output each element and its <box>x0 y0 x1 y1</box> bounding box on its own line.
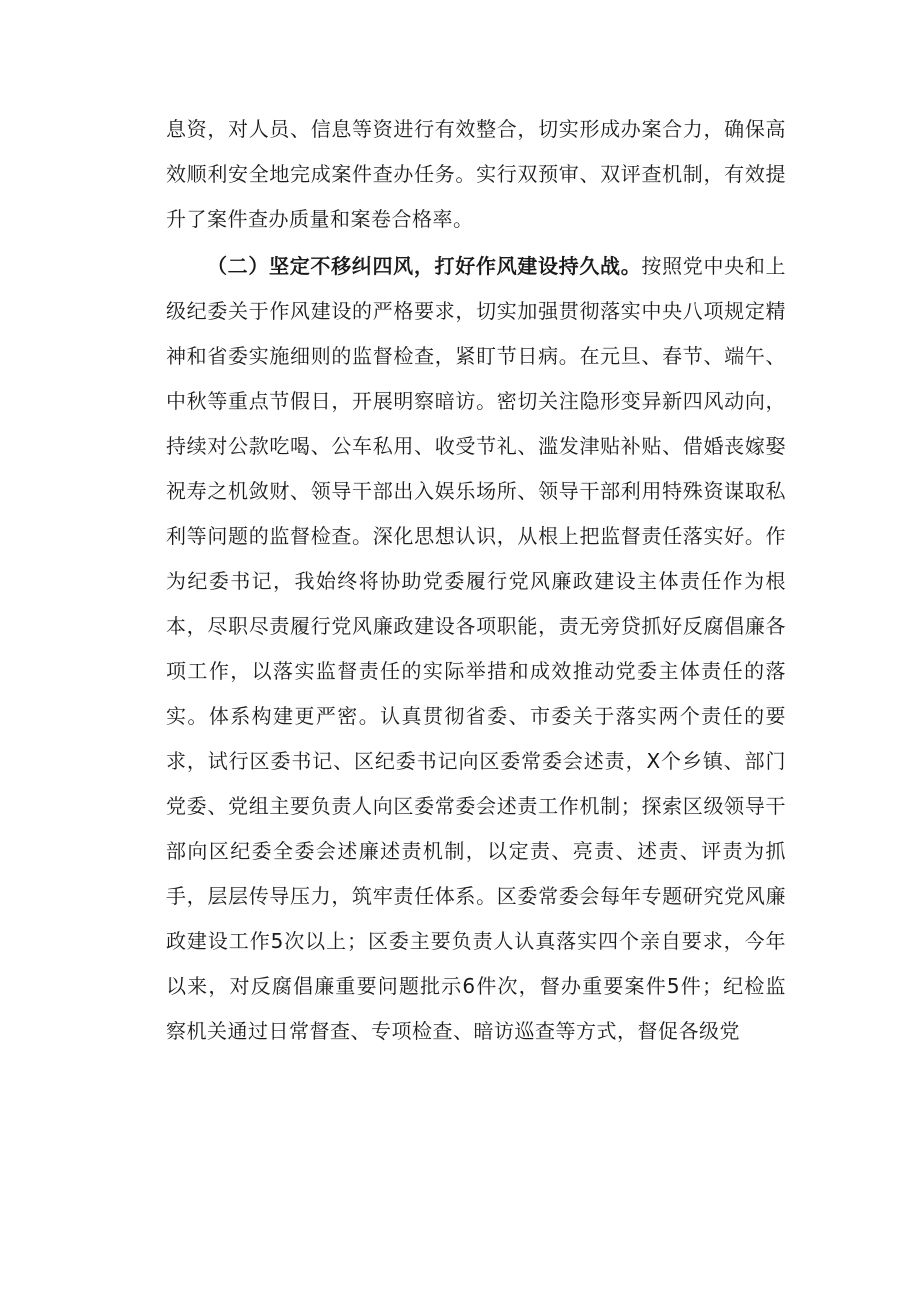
paragraph-2 <box>166 244 786 1054</box>
paragraph-1-text: 息资，对人员、信息等资进行有效整合，切实形成办案合力，确保高效顺利安全地完成案件查办任务。实行双预审、双评查机制，有效提升了案件查办质量和案卷合格率。 <box>166 117 786 231</box>
paragraph-2-text: 按照党中央和上级纪委关于作风建设的严格要求，切实加强贯彻落实中央八项规定精神和省委实施细则的监督检查，紧盯节日病。在元旦、春节、端午、中秋等重点节假日，开展明察暗访。密切关注隐形变异新四风动向，持续对公款吃喝、公车私用、收受节礼、滥发津贴补贴、借婚丧嫁娶祝寿之机敛财、领导干部出入娱乐场所、领导干部利用特殊资谋取私利等问题的监督检查。深化思想认识，从根上把监督责任落实好。作为纪委书记，我始终将协助党委履行党风廉政建设主体责任作为根本，尽职尽责履行党风廉政建设各项职能，责无旁贷抓好反腐倡廉各项工作，以落实监督责任的实际举措和成效推动党委主体责任的落实。体系构建更严密。认真贯彻省委、市委关于落实两个责任的要求，试行区委书记、区纪委书记向区委常委会述责，X个乡镇、部门党委、党组主要负责人向区委常委会述责工作机制；探索区级领导干部向区纪委全委会述廉述责机制，以定责、亮责、述责、评责为抓手，层层传导压力，筑牢责任体系。区委常委会每年专题研究党风廉政建设工作5次以上；区委主要负责人认真落实四个亲自要求，今年以来，对反腐倡廉重要问题批示6件次，督办重要案件5件；纪检监察机关通过日常督查、专项检查、暗访巡查等方式，督促各级党 <box>166 254 787 1043</box>
paragraph-1 <box>166 107 786 242</box>
section-heading: （二）坚定不移纠四风，打好作风建设持久战。 <box>207 254 642 278</box>
document-body <box>166 107 786 1054</box>
